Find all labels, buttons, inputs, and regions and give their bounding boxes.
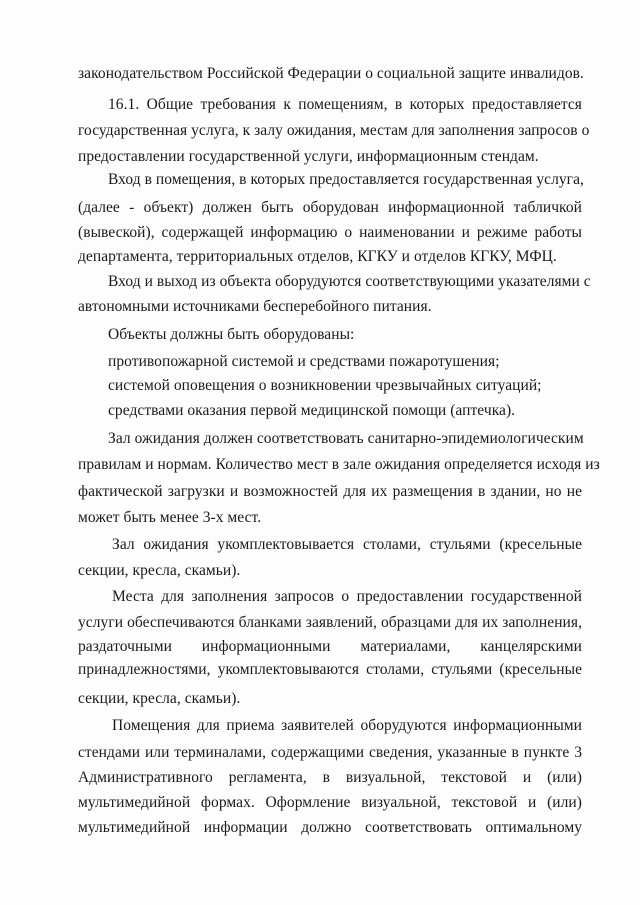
text-line: раздаточными информационными материалами, канцелярскими <box>78 638 582 655</box>
text-line: (вывеской), содержащей информацию о наименовании и режиме работы <box>78 224 582 241</box>
text-line: предоставлении государственной услуги, информационным стендам. <box>78 148 539 165</box>
text-line: 16.1. Общие требования к помещениям, в которых предоставляется <box>108 96 582 113</box>
text-line: Объекты должны быть оборудованы: <box>108 326 355 343</box>
text-line: Вход в помещения, в которых предоставляется государственная услуга, <box>108 171 584 188</box>
text-line: средствами оказания первой медицинской помощи (аптечка). <box>108 402 516 419</box>
text-line: департамента, территориальных отделов, КГКУ и отделов КГКУ, МФЦ. <box>78 248 557 265</box>
text-line: может быть менее 3-х мест. <box>78 509 262 526</box>
text-line: законодательством Российской Федерации о социальной защите инвалидов. <box>78 65 584 82</box>
text-line: (далее - объект) должен быть оборудован информационной табличкой <box>78 199 582 216</box>
text-line: автономными источниками бесперебойного питания. <box>78 298 432 315</box>
text-line: мультимедийной формах. Оформление визуальной, текстовой и (или) <box>78 794 582 811</box>
text-line: противопожарной системой и средствами пожаротушения; <box>108 353 500 370</box>
text-line: стендами или терминалами, содержащими сведения, указанные в пункте 3 <box>78 744 582 761</box>
text-line: Зал ожидания должен соответствовать санитарно-эпидемиологическим <box>108 430 584 447</box>
text-line: Административного регламента, в визуальной, текстовой и (или) <box>78 769 582 786</box>
text-line: принадлежностями, укомплектовываются столами, стульями (кресельные <box>78 661 582 678</box>
text-line: секции, кресла, скамьи). <box>78 690 241 707</box>
text-line: услуги обеспечиваются бланками заявлений, образцами для их заполнения, <box>78 614 582 631</box>
text-line: государственная услуга, к залу ожидания, местам для заполнения запросов о <box>78 122 590 139</box>
text-line: Вход и выход из объекта оборудуются соответствующими указателями с <box>108 273 591 290</box>
text-line: Зал ожидания укомплектовывается столами, стульями (кресельные <box>112 536 582 553</box>
text-line: правилам и нормам. Количество мест в зале ожидания определяется исходя из <box>78 456 600 473</box>
text-line: системой оповещения о возникновении чрезвычайных ситуаций; <box>108 377 542 394</box>
text-line: мультимедийной информации должно соответствовать оптимальному <box>78 819 582 836</box>
text-line: Места для заполнения запросов о предоставлении государственной <box>112 588 582 605</box>
text-line: секции, кресла, скамьи). <box>78 562 241 579</box>
text-line: фактической загрузки и возможностей для их размещения в здании, но не <box>78 483 582 500</box>
text-line: Помещения для приема заявителей оборудуются информационными <box>112 717 582 734</box>
